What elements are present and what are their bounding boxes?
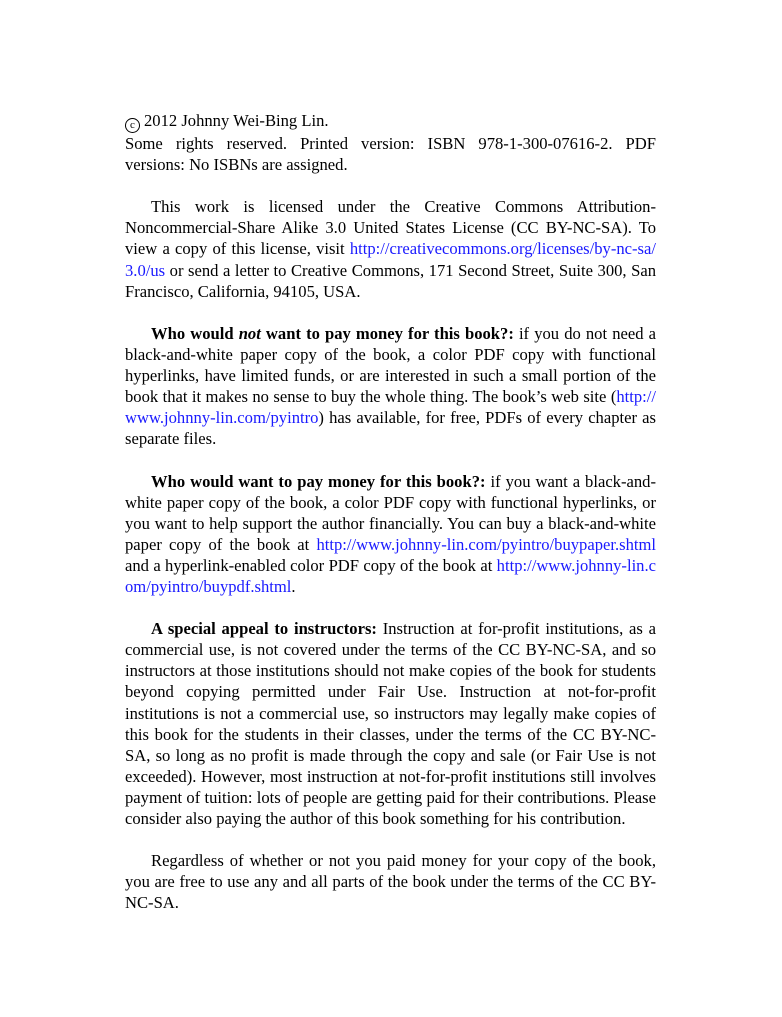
not-pay-text-before: if you do not need a black-and-white paper copy of the book, a color PDF copy with functional hyperlinks, have limited funds, or are interested in such a small portion of the book that it makes no sense to buy the whole thing. The book’s web site ( <box>125 323 656 407</box>
not-pay-heading-post: want to pay money for this book?: <box>260 323 514 343</box>
copyright-line <box>125 110 656 133</box>
license-text-after: or send a letter to Creative Commons, 171 Second Street, Suite 300, San Francisco, California, 94105, USA. <box>125 260 656 301</box>
final-paragraph: Regardless of whether or not you paid money for your copy of the book, you are free to use any and all parts of the book under the terms of the CC BY-NC-SA. <box>125 851 656 913</box>
license-link[interactable]: http://creativecommons.org/licenses/by-nc-sa/3.0/us <box>125 239 656 280</box>
pay-heading: Who would want to pay money for this book?: <box>151 471 486 491</box>
not-pay-paragraph <box>125 323 656 450</box>
not-pay-text-after: ) has available, for free, PDFs of every chapter as separate files. <box>125 408 656 449</box>
copyright-holder: 2012 Johnny Wei-Bing Lin. <box>144 111 329 130</box>
pay-text-middle: and a hyperlink-enabled color PDF copy of the book at <box>125 555 497 575</box>
pay-text-before: if you want a black-and-white paper copy of the book, a color PDF copy with functional hyperlinks, or you want to help support the author financially. You can buy a black-and-white paper copy of the book at <box>125 471 656 554</box>
license-text-before: This work is licensed under the Creative Commons Attribution-Noncommercial-Share Alike 3.0 United States License (CC BY-NC-SA). To view a copy of this license, visit <box>125 197 656 259</box>
not-pay-heading-emphasis: not <box>238 323 261 343</box>
pay-text-after: . <box>291 576 296 596</box>
license-paragraph <box>125 196 656 301</box>
buy-paper-link[interactable]: http://www.johnny-lin.com/pyintro/buypaper.shtml <box>316 534 656 554</box>
rights-statement: Some rights reserved. Printed version: ISBN 978-1-300-07616-2. PDF versions: No ISBNs are assigned. <box>125 134 656 175</box>
instructors-heading: A special appeal to instructors: <box>151 619 377 639</box>
not-pay-heading <box>151 324 514 343</box>
copyright-notice <box>125 110 656 175</box>
not-pay-heading-pre: Who would <box>151 323 239 343</box>
buy-pdf-link[interactable]: http://www.johnny-lin.com/pyintro/buypdf.shtml <box>125 555 656 596</box>
pyintro-link[interactable]: http://www.johnny-lin.com/pyintro <box>125 387 656 428</box>
instructors-text: Instruction at for-profit institutions, as a commercial use, is not covered under the terms of the CC BY-NC-SA, and so instructors at those institutions should not make copies of the book for students beyond copying permitted under Fair Use. Instruction at not-for-profit institutions is not a commercial use, so instructors may legally make copies of this book for the students in their classes, under the terms of the CC BY-NC-SA, so long as no profit is made through the copy and sale (or Fair Use is not exceeded). However, most instruction at not-for-profit institutions still involves payment of tuition: lots of people are getting paid for their contributions. Please consider also paying the author of this book something for his contribution. <box>125 619 656 828</box>
copyright-page <box>125 110 656 913</box>
copyright-icon: c <box>125 118 140 133</box>
instructors-paragraph <box>125 618 656 829</box>
pay-paragraph <box>125 471 656 598</box>
